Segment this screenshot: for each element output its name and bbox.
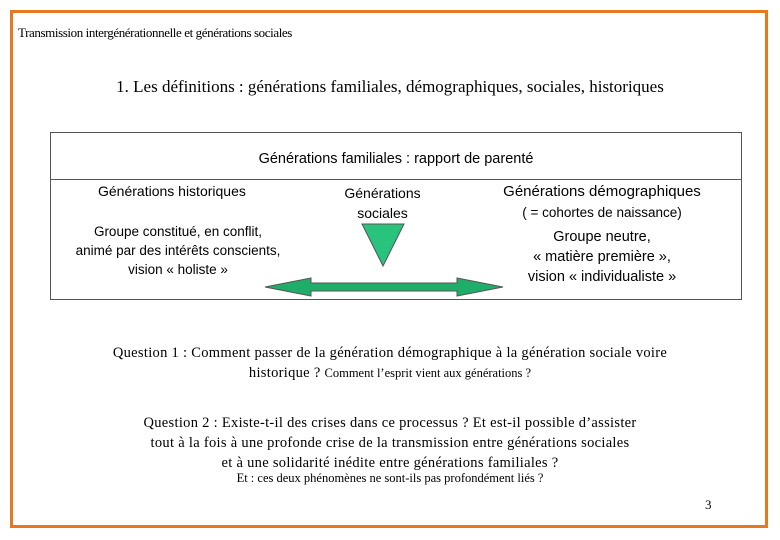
description-line: animé par des intérêts conscients, <box>75 243 281 258</box>
description-line: « matière première », <box>533 249 671 265</box>
description-line: vision « holiste » <box>128 262 228 277</box>
question-2 <box>40 413 740 473</box>
heading-line: sociales <box>357 205 408 221</box>
section-title: 1. Les définitions : générations familiales, démographiques, sociales, historiques <box>116 77 664 96</box>
heading-line: Générations <box>344 185 421 201</box>
question-2-line: et à une solidarité inédite entre générations familiales ? <box>221 455 559 471</box>
familial-generations-label: Générations familiales : rapport de parenté <box>258 151 534 167</box>
question-1-line-1: Question 1 : Comment passer de la génération démographique à la génération sociale voire <box>112 345 668 361</box>
question-1-note: Comment l’esprit vient aux générations ? <box>324 366 532 380</box>
description-line: Groupe neutre, <box>553 229 651 245</box>
historical-generations-heading: Générations historiques <box>98 183 246 199</box>
description-line: vision « individualiste » <box>527 269 677 285</box>
page-number: 3 <box>705 497 712 512</box>
question-1 <box>40 343 740 383</box>
question-2-line: tout à la fois à une profonde crise de la transmission entre générations sociales <box>150 435 630 451</box>
description-line: Groupe constitué, en conflit, <box>93 224 263 239</box>
header-title: Transmission intergénérationnelle et générations sociales <box>18 25 292 40</box>
demographic-generations-heading: Générations démographiques <box>503 183 701 200</box>
question-1-line-2 <box>40 363 740 383</box>
question-2-line: Question 2 : Existe-t-il des crises dans ce processus ? Et est-il possible d’assister <box>143 415 637 431</box>
double-arrow-icon <box>265 278 503 296</box>
demographic-generations-subheading: ( = cohortes de naissance) <box>522 205 682 220</box>
triangle-down-icon <box>362 224 404 266</box>
question-1-line-2-text: historique ? <box>248 365 321 381</box>
question-2-note: Et : ces deux phénomènes ne sont-ils pas profondément liés ? <box>236 471 544 485</box>
